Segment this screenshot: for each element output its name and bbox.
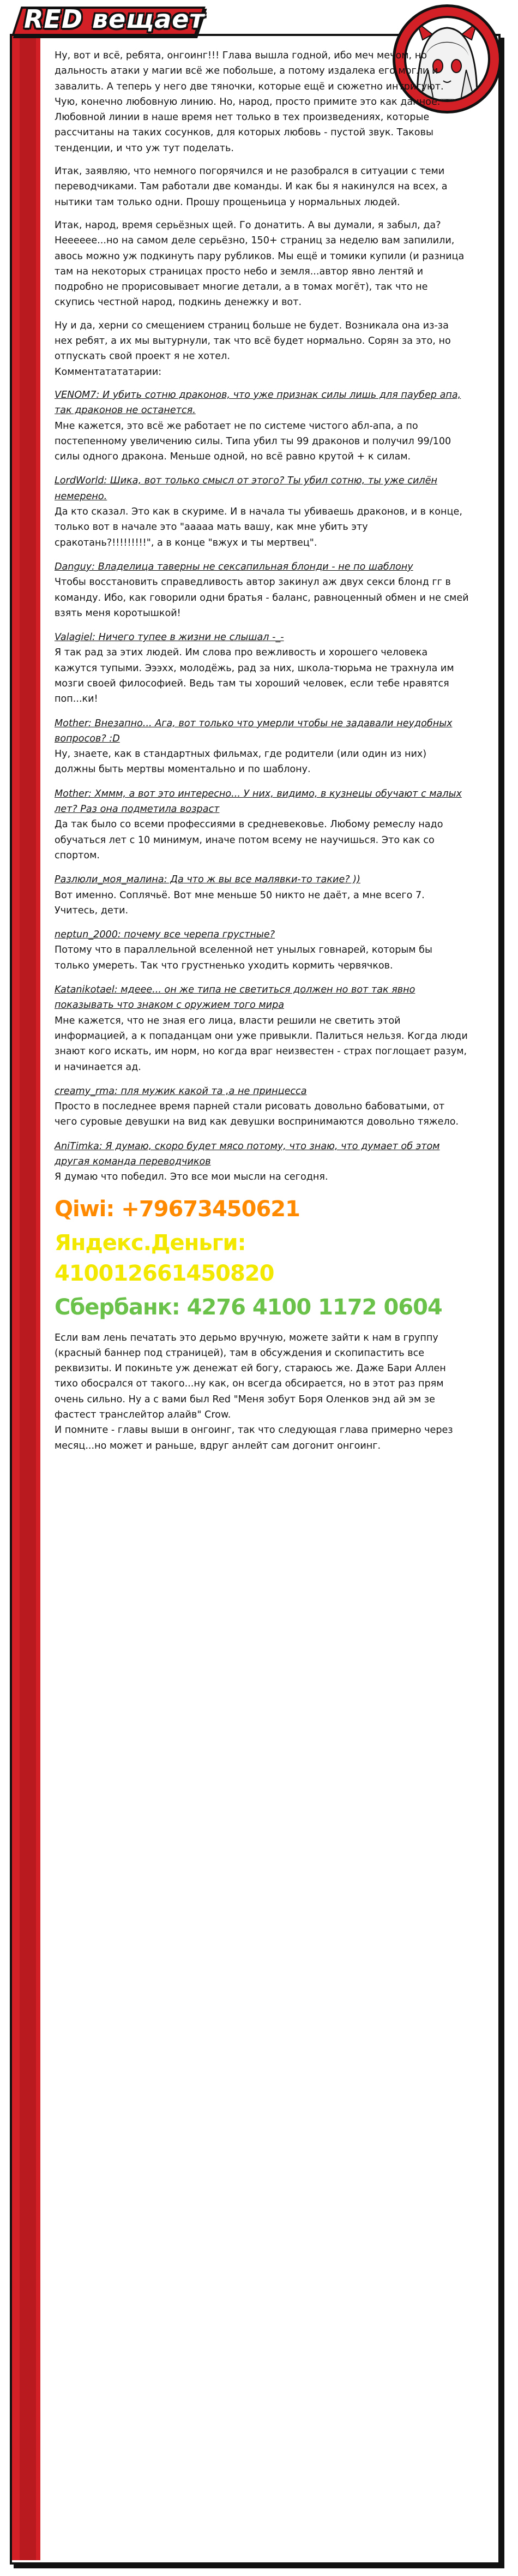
comment-quote: neptun_2000: почему все черепа грустные? (55, 929, 275, 941)
sberbank-card: Сбербанк: 4276 4100 1172 0604 (55, 1294, 442, 1320)
comment-item (55, 872, 469, 918)
comment-quote: Разлюли_моя_малина: Да что ж вы все малявки-то такие? )) (55, 874, 360, 886)
comment-reply: Вот именно. Соплячьё. Вот мне меньше 50 никто не даёт, а мне всего 7. Учитесь, дети. (55, 889, 425, 916)
comment-quote: VENOM7: И убить сотню драконов, что уже признак силы лишь для паубер апа, так драконов не останется. (55, 389, 461, 416)
comment-quote: Mother: Хммм, а вот это интересно... У них, видимо, в кузнецы обучают с малых лет? Раз она подметила возраст (55, 788, 462, 815)
comment-reply: Мне кажется, это всё же работает не по системе чистого абл-апа, а по постепенному увеличению силы. Типа убил ты 99 драконов и получил 99/100 силы одного дракона. Меньше одной, но всё равно крутой + к силам. (55, 420, 451, 463)
qiwi-wallet: Qiwi: +79673450621 (55, 1196, 300, 1222)
side-stripe (12, 36, 40, 2560)
comment-reply: Я думаю что победил. Это все мои мысли на сегодня. (55, 1172, 328, 1183)
comment-item (55, 786, 469, 863)
comment-reply: Просто в последнее время парней стали рисовать довольно бабоватыми, от чего суровые девушки на вид как девушки воспринимаются довольно тяжело. (55, 1101, 459, 1128)
yandex-money-wallet: Яндекс.Деньги: 410012661450820 (55, 1230, 274, 1286)
comment-item (55, 473, 469, 550)
comment-reply: Чтобы восстановить справедливость автор закинул аж двух секси блонд гг в команду. Ибо, как говорили одни братья - баланс, равноценный обмен и не смей взять меня коротышкой! (55, 577, 469, 619)
comment-reply: Я так рад за этих людей. Им слова про вежливость и хорошего человека кажутся тупыми. Эээхх, молодёжь, рад за них, школа-тюрьма не трахнула им мозги своей философией. Ведь там ты хороший человек, если тебе нравятся поп...ки! (55, 647, 454, 705)
comment-reply: Ну, знаете, как в стандартных фильмах, где родители (или один из них) должны быть мертвы моментально и по шаблону. (55, 749, 427, 775)
logo-title: RED вещает (24, 4, 205, 34)
comment-item (55, 1139, 469, 1185)
intro-paragraph: Итак, народ, время серьёзных щей. Го донатить. А вы думали, я забыл, да? Нееееее...но на самом деле серьёзно, 150+ страниц за неделю вам запилили, авось можно уж подкинуть пару рубликов. Мы ещё и томики купили (и разница там на некоторых страницах просто небо и земля...автор явно лентяй и подробно не прорисовывает многие детали, а в томах могёт), так что не скупись честной народ, подкинь денежку и вот. (55, 219, 465, 308)
comment-reply: Потому что в параллельной вселенной нет унылых говнарей, которым бы только умереть. Так что грустненько уходить кормить червячков. (55, 945, 432, 971)
outro-paragraph: Если вам лень печатать это дерьмо вручную, можете зайти к нам в группу (красный баннер под страницей), там в обсуждения и скопипастить все реквизиты. И покиньте уж денежат ей богу, стараюсь же. Даже Бари Аллен тихо обосрался от такого...ну как, он всегда обсирается, но в этот раз прям очень сильно. Ну а с вами был Red "Меня зобут Боря Оленков энд ай эм зе фастест транслейтор алайв" Crow. (55, 1332, 446, 1421)
comment-item (55, 1084, 469, 1130)
post-body (55, 48, 469, 1461)
comment-item (55, 559, 469, 621)
comment-quote: Mother: Внезапно... Ага, вот только что умерли чтобы не задавали неудобных вопросов? :D (55, 718, 453, 744)
comment-reply: Да кто сказал. Это как в скуриме. И в начала ты убиваешь драконов, и в конце, только вот в начале это "ааааа мать вашу, как мне убить эту сракотань?!!!!!!!!!", а в конце "вжух и ты мертвец". (55, 506, 462, 548)
intro-paragraph: Ну и да, херни со смещением страниц больше не будет. Возникала она из-за нех ребят, а их мы вытурнули, так что всё будет нормально. Сорян за это, но отпускать свой проект я не хотел. (55, 320, 451, 362)
comment-reply: Мне кажется, что не зная его лица, власти решили не светить этой информацией, а к попаданцам они уже привыкли. Палиться нельзя. Когда люди знают кого искать, им норм, но когда враг неизвестен - страх поглощает разум, и начинается ад. (55, 1015, 468, 1073)
comments-heading: Комментатататарии: (55, 366, 162, 378)
comment-quote: AniTimka: Я думаю, скоро будет мясо потому, что знаю, что думает об этом другая команда переводчиков (55, 1140, 440, 1167)
comment-item (55, 387, 469, 464)
outro-paragraph: И помните - главы выши в онгоинг, так что следующая глава примерно через месяц...но может и раньше, вдруг анлейт сам догонит онгоинг. (55, 1425, 453, 1451)
intro-paragraph: Итак, заявляю, что немного погорячился и не разобрался в ситуации с теми переводчиками. Там работали две команды. И как бы я накинулся на всех, а нытики там только одни. Прошу прощеньица у нормальных людей. (55, 166, 448, 208)
comment-quote: Valagiel: Ничего тупее в жизни не слышал -_- (55, 632, 284, 643)
comment-quote: Danguy: Владелица таверны не сексапильная блонди - не по шаблону (55, 561, 413, 572)
comment-quote: creamy_rma: пля мужик какой та ,а не принцесса (55, 1085, 307, 1097)
intro-paragraph: Ну, вот и всё, ребята, онгоинг!!! Глава вышла годной, ибо меч мечом, но дальность атаки у магии всё же побольше, а потому издалека его могли и завалить. А теперь у него две тяночки, которые ещё и сюжетно интригуют. Чую, конечно любовную линию. Но, народ, просто примите это как данное. Любовной линии в наше время нет только в тех произведениях, которые рассчитаны на таких сосунков, для которых любовь - пустой звук. Таковы тенденции, и что уж тут поделать. (55, 50, 444, 154)
comment-quote: Katanikotael: мдеее... он же типа не светиться должен но вот так явно показывать что знаком с оружием того мира (55, 984, 415, 1011)
comment-item (55, 982, 469, 1075)
comment-reply: Да так было со всеми профессиями в средневековье. Любому ремеслу надо обучаться лет с 10 минимум, иначе потом всему не научишься. Это как со спортом. (55, 819, 443, 861)
comment-item (55, 630, 469, 707)
comment-quote: LordWorld: Шика, вот только смысл от этого? Ты убил сотню, ты уже силён немерено. (55, 475, 437, 502)
comment-item (55, 716, 469, 778)
comment-item (55, 927, 469, 973)
